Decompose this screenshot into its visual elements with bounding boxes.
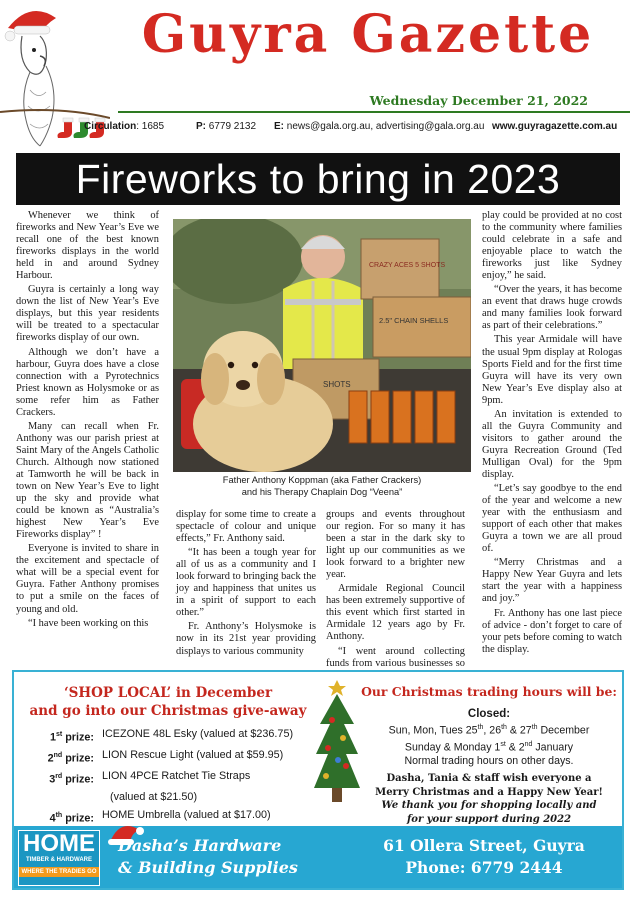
store-phone[interactable]: Phone: 6779 2444	[405, 858, 563, 877]
thanks-line: for your support during 2022	[406, 813, 572, 825]
caption-line: Father Anthony Koppman (aka Father Crackers)	[222, 475, 422, 485]
box-label: 2.5" CHAIN SHELLS	[379, 316, 449, 325]
prize-item: LION Rescue Light (valued at $59.95)	[102, 749, 284, 762]
store-address: 61 Ollera Street, Guyra	[383, 836, 585, 855]
masthead-divider	[118, 111, 630, 113]
prize-label: 4th prize:	[49, 811, 94, 825]
store-name-line: Dasha’s Hardware	[118, 836, 282, 855]
store-contact	[348, 835, 620, 879]
closed-dates-december: Sun, Mon, Tues 25th, 26th & 27th December	[388, 724, 590, 737]
prize-row	[26, 747, 318, 768]
paragraph: “Let’s say goodbye to the end of the year and welcome a new year with the enthusiasm and support of each other that makes Guyra a town we are all proud of.	[482, 483, 622, 555]
christmas-stocking-icon	[58, 118, 74, 138]
paragraph: Guyra is certainly a long way down the list of New Year’s Eve displays, but this year residents will be treated to a spectacular fireworks display of our own.	[16, 284, 159, 344]
trading-hours-title: Our Christmas trading hours will be:	[361, 684, 617, 699]
prize-item: HOME Umbrella (valued at $17.00)	[102, 808, 271, 821]
logo-tagline: WHERE THE TRADIES GO	[19, 867, 99, 877]
phone-label: P:	[196, 121, 206, 132]
paragraph: Many can recall when Fr. Anthony was our parish priest at Saint Mary of the Angels Catholic Church. Although now stationed at Tamworth he will be back in town on New Year’s Eve to light up the sky and provide what could be known as “Australia’s highest New Year’s Eve Fireworks display” !	[16, 420, 159, 541]
paragraph: This year Armidale will have the usual 9pm display at Rologas Sports Field and for the first time Guyra will have its very own New Year’s Eve display also at 9pm.	[482, 334, 622, 406]
christmas-tree-icon	[312, 676, 362, 816]
paragraph: Fr. Anthony’s Holysmoke is now in its 21st year providing displays to various community	[176, 621, 316, 657]
hardware-store-advert	[12, 670, 624, 890]
box-label: CRAZY ACES 5 SHOTS	[369, 262, 446, 269]
greeting-line: Merry Christmas and a Happy New Year!	[375, 786, 603, 798]
email	[274, 121, 484, 132]
paragraph: Armidale Regional Council has been extremely supportive of this event which first started in Armidale 12 years ago by Fr. Anthony.	[326, 583, 465, 643]
issue-date: Wednesday December 21, 2022	[369, 93, 588, 108]
circulation-label: Circulation	[84, 121, 137, 132]
article-photo	[173, 219, 471, 472]
box-label: SHOTS	[323, 380, 351, 389]
normal-hours: Normal trading hours on other days.	[404, 755, 574, 768]
headline: Fireworks to bring in 2023	[75, 155, 561, 202]
giveaway-title-line: and go into our Christmas give-away	[29, 703, 307, 719]
paragraph: An invitation is extended to all the Guyra Community and visitors to gather around the Guyra Recreation Ground (Ted Mulligan Oval) for the 9pm display.	[482, 408, 622, 480]
giveaway-title-line: ‘SHOP LOCAL’ in December	[63, 685, 273, 701]
paragraph: “I have been working on this	[28, 617, 149, 629]
home-hardware-logo	[18, 830, 100, 886]
paragraph: Whenever we think of fireworks and New Year’s Eve we recall one of the best known fireworks displays in the world held in and around Sydney Harbour.	[16, 210, 159, 282]
email-label: E:	[274, 121, 284, 132]
logo-main-text: HOME	[23, 830, 95, 857]
prize-row	[26, 768, 318, 789]
paragraph: “Over the years, it has become an event that draws huge crowds and many families look forward as part of their celebrations.”	[482, 284, 622, 332]
phone-value: 6779 2132	[208, 121, 257, 132]
paragraph: “I went around collecting funds from various businesses so	[326, 645, 465, 669]
circulation-value: 1685	[141, 121, 165, 132]
article-column-1	[16, 210, 159, 632]
trading-hours	[360, 708, 618, 769]
circulation: Circulation: 1685	[84, 121, 165, 132]
article-column-3	[326, 509, 465, 684]
phone	[196, 121, 256, 132]
paragraph: Everyone is invited to share in the excitement and spectacle of what will be a special event for Guyra. Father Anthony promises to put a smile on the faces of young and old.	[16, 543, 159, 615]
paragraph: “Merry Christmas and a Happy New Year Guyra and lets start the year with a happiness and joy.”	[482, 557, 622, 605]
prize-row	[26, 807, 318, 828]
caption-line: and his Therapy Chaplain Dog “Veena”	[241, 487, 403, 497]
logo-sub-text: TIMBER & HARDWARE	[26, 857, 92, 863]
season-greeting	[360, 772, 618, 826]
website-link[interactable]: www.guyragazette.com.au	[492, 121, 618, 132]
closed-label: Closed:	[467, 708, 511, 720]
article-column-4	[482, 210, 622, 658]
store-footer-band	[14, 826, 622, 890]
greeting-line: Dasha, Tania & staff wish everyone a	[386, 773, 592, 784]
paragraph: “It has been a tough year for all of us as a community and I look forward to bringing back the joy and happiness that unites us in a spirit of support to each other.”	[176, 547, 316, 619]
prize-list	[26, 726, 318, 828]
paragraph: play could be provided at no cost to the community where families could celebrate in a safe and enjoyable place to watch the fireworks just like Sydney enjoy,” he said.	[482, 210, 622, 282]
giveaway-title	[22, 684, 314, 720]
prize-row	[26, 726, 318, 747]
paragraph: Although we don’t have a harbour, Guyra does have a close connection with a Pyrotechnics Priest known as Holysmoke or as some refer him as Father Crackers.	[16, 346, 159, 418]
paragraph: groups and events throughout our region. For so many it has been a star in the dark sky to light up our communities as we look forward to a brighter new year.	[326, 509, 465, 581]
closed-dates-january: Sunday & Monday 1st & 2nd January	[404, 741, 574, 754]
thanks-line: We thank you for shopping locally and	[381, 800, 597, 812]
photo-caption	[173, 474, 471, 498]
masthead-title: Guyra Gazette	[141, 4, 595, 65]
prize-label: 2nd prize:	[47, 752, 94, 765]
store-name	[118, 835, 328, 879]
prize-item: LION 4PCE Ratchet Tie Straps	[102, 770, 251, 783]
prize-item: ICEZONE 48L Esky (valued at $236.75)	[102, 728, 294, 740]
store-name-line: & Building Supplies	[118, 858, 298, 877]
email-value[interactable]: news@gala.org.au, advertising@gala.org.au	[286, 121, 485, 132]
article-column-2	[176, 509, 316, 660]
paragraph: Fr. Anthony has one last piece of advice - don’t forget to care of your pets before coming to watch the display.	[482, 607, 622, 655]
paragraph: display for some time to create a spectacle of colour and unique effects,” Fr. Anthony said.	[176, 509, 316, 545]
prize-value: (valued at $21.50)	[110, 791, 198, 804]
prize-label: 1st prize:	[49, 731, 94, 744]
prize-label: 3rd prize:	[49, 773, 94, 786]
headline-bar	[16, 153, 620, 205]
